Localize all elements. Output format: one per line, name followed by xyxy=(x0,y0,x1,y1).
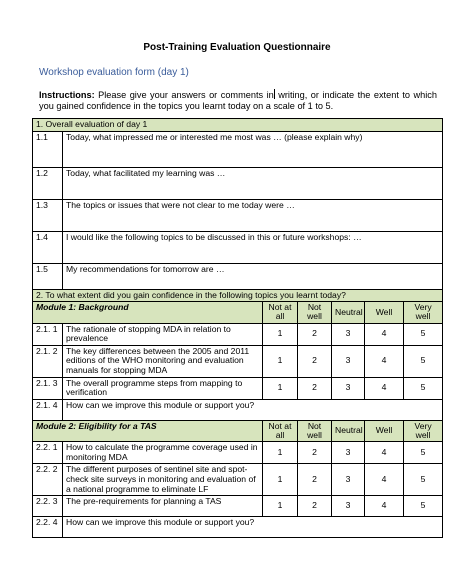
rating-row xyxy=(33,517,443,538)
rating-option[interactable]: 4 xyxy=(365,464,404,496)
rating-option[interactable]: 3 xyxy=(332,323,365,345)
question-row xyxy=(33,167,443,199)
question-row xyxy=(33,131,443,167)
section1-header-row xyxy=(33,119,443,132)
rating-row xyxy=(33,496,443,517)
question-text[interactable]: The topics or issues that were not clear to me today were … xyxy=(63,199,443,231)
rating-option[interactable]: 1 xyxy=(263,496,298,517)
question-number: 1.2 xyxy=(33,167,63,199)
item-number: 2.1. 4 xyxy=(33,399,63,420)
item-number: 2.2. 3 xyxy=(33,496,63,517)
scale-label: Not well xyxy=(298,420,332,441)
rating-option[interactable]: 5 xyxy=(404,496,443,517)
module-header-row xyxy=(33,420,443,441)
question-number: 1.3 xyxy=(33,199,63,231)
scale-label: Neutral xyxy=(332,420,365,441)
rating-option[interactable]: 2 xyxy=(298,464,332,496)
rating-option[interactable]: 1 xyxy=(263,442,298,464)
question-row xyxy=(33,263,443,289)
question-number: 1.4 xyxy=(33,231,63,263)
rating-option[interactable]: 4 xyxy=(365,377,404,399)
item-text: The overall programme steps from mapping to verification xyxy=(63,377,263,399)
rating-option[interactable]: 4 xyxy=(365,442,404,464)
instructions xyxy=(39,89,437,112)
rating-option[interactable]: 4 xyxy=(365,345,404,377)
rating-option[interactable]: 1 xyxy=(263,377,298,399)
module-header-row xyxy=(33,302,443,323)
scale-label: Very well xyxy=(404,420,443,441)
question-number: 1.5 xyxy=(33,263,63,289)
rating-option[interactable]: 2 xyxy=(298,377,332,399)
question-text[interactable]: Today, what impressed me or interested me most was … (please explain why) xyxy=(63,131,443,167)
rating-option[interactable]: 5 xyxy=(404,377,443,399)
instructions-text-1: Please give your answers or comments in xyxy=(94,90,274,100)
rating-row xyxy=(33,464,443,496)
item-number: 2.1. 2 xyxy=(33,345,63,377)
rating-option[interactable]: 1 xyxy=(263,323,298,345)
rating-option[interactable]: 5 xyxy=(404,442,443,464)
section2-header: 2. To what extent did you gain confidence in the following topics you learnt today? xyxy=(33,289,443,302)
rating-option[interactable]: 3 xyxy=(332,345,365,377)
rating-option[interactable]: 4 xyxy=(365,496,404,517)
scale-label: Very well xyxy=(404,302,443,323)
rating-option[interactable]: 3 xyxy=(332,496,365,517)
rating-option[interactable]: 2 xyxy=(298,345,332,377)
question-text[interactable]: I would like the following topics to be discussed in this or future workshops: … xyxy=(63,231,443,263)
item-number: 2.1. 3 xyxy=(33,377,63,399)
question-text[interactable]: My recommendations for tomorrow are … xyxy=(63,263,443,289)
module-title: Module 1: Background xyxy=(33,302,263,323)
instructions-label: Instructions: xyxy=(39,90,95,100)
form-subtitle: Workshop evaluation form (day 1) xyxy=(39,67,189,78)
item-text: The pre-requirements for planning a TAS xyxy=(63,496,263,517)
rating-option[interactable]: 2 xyxy=(298,496,332,517)
rating-option[interactable]: 2 xyxy=(298,442,332,464)
rating-option[interactable]: 5 xyxy=(404,323,443,345)
rating-option[interactable]: 5 xyxy=(404,464,443,496)
rating-option[interactable]: 2 xyxy=(298,323,332,345)
rating-option[interactable]: 3 xyxy=(332,377,365,399)
item-number: 2.1. 1 xyxy=(33,323,63,345)
item-text: The key differences between the 2005 and 2011 editions of the WHO monitoring and evaluation manuals for stopping MDA xyxy=(63,345,263,377)
rating-row xyxy=(33,442,443,464)
section2-header-row xyxy=(33,289,443,302)
scale-label: Not well xyxy=(298,302,332,323)
item-number: 2.2. 1 xyxy=(33,442,63,464)
instructions-text-2: writing, or indicate the extent to which you gained confidence in the topics you learnt today on a scale of 1 to 5. xyxy=(39,90,437,111)
item-number: 2.2. 2 xyxy=(33,464,63,496)
improvement-comment-field[interactable]: How can we improve this module or support you? xyxy=(63,399,443,420)
item-text: The different purposes of sentinel site and spot-check site surveys in monitoring and evaluation of a national programme to eliminate LF xyxy=(63,464,263,496)
item-text: The rationale of stopping MDA in relation to prevalence xyxy=(63,323,263,345)
scale-label: Well xyxy=(365,420,404,441)
document-title: Post-Training Evaluation Questionnaire xyxy=(143,42,331,53)
rating-option[interactable]: 3 xyxy=(332,442,365,464)
evaluation-table xyxy=(32,118,443,538)
rating-option[interactable]: 1 xyxy=(263,464,298,496)
question-text[interactable]: Today, what facilitated my learning was … xyxy=(63,167,443,199)
scale-label: Not at all xyxy=(263,302,298,323)
rating-row xyxy=(33,377,443,399)
rating-option[interactable]: 4 xyxy=(365,323,404,345)
module-title: Module 2: Eligibility for a TAS xyxy=(33,420,263,441)
question-number: 1.1 xyxy=(33,131,63,167)
section1-header: 1. Overall evaluation of day 1 xyxy=(33,119,443,132)
question-row xyxy=(33,199,443,231)
item-number: 2.2. 4 xyxy=(33,517,63,538)
question-row xyxy=(33,231,443,263)
scale-label: Neutral xyxy=(332,302,365,323)
improvement-comment-field[interactable]: How can we improve this module or support you? xyxy=(63,517,443,538)
rating-option[interactable]: 1 xyxy=(263,345,298,377)
rating-option[interactable]: 3 xyxy=(332,464,365,496)
scale-label: Not at all xyxy=(263,420,298,441)
item-text: How to calculate the programme coverage used in monitoring MDA xyxy=(63,442,263,464)
rating-row xyxy=(33,345,443,377)
rating-row xyxy=(33,323,443,345)
rating-option[interactable]: 5 xyxy=(404,345,443,377)
rating-row xyxy=(33,399,443,420)
scale-label: Well xyxy=(365,302,404,323)
